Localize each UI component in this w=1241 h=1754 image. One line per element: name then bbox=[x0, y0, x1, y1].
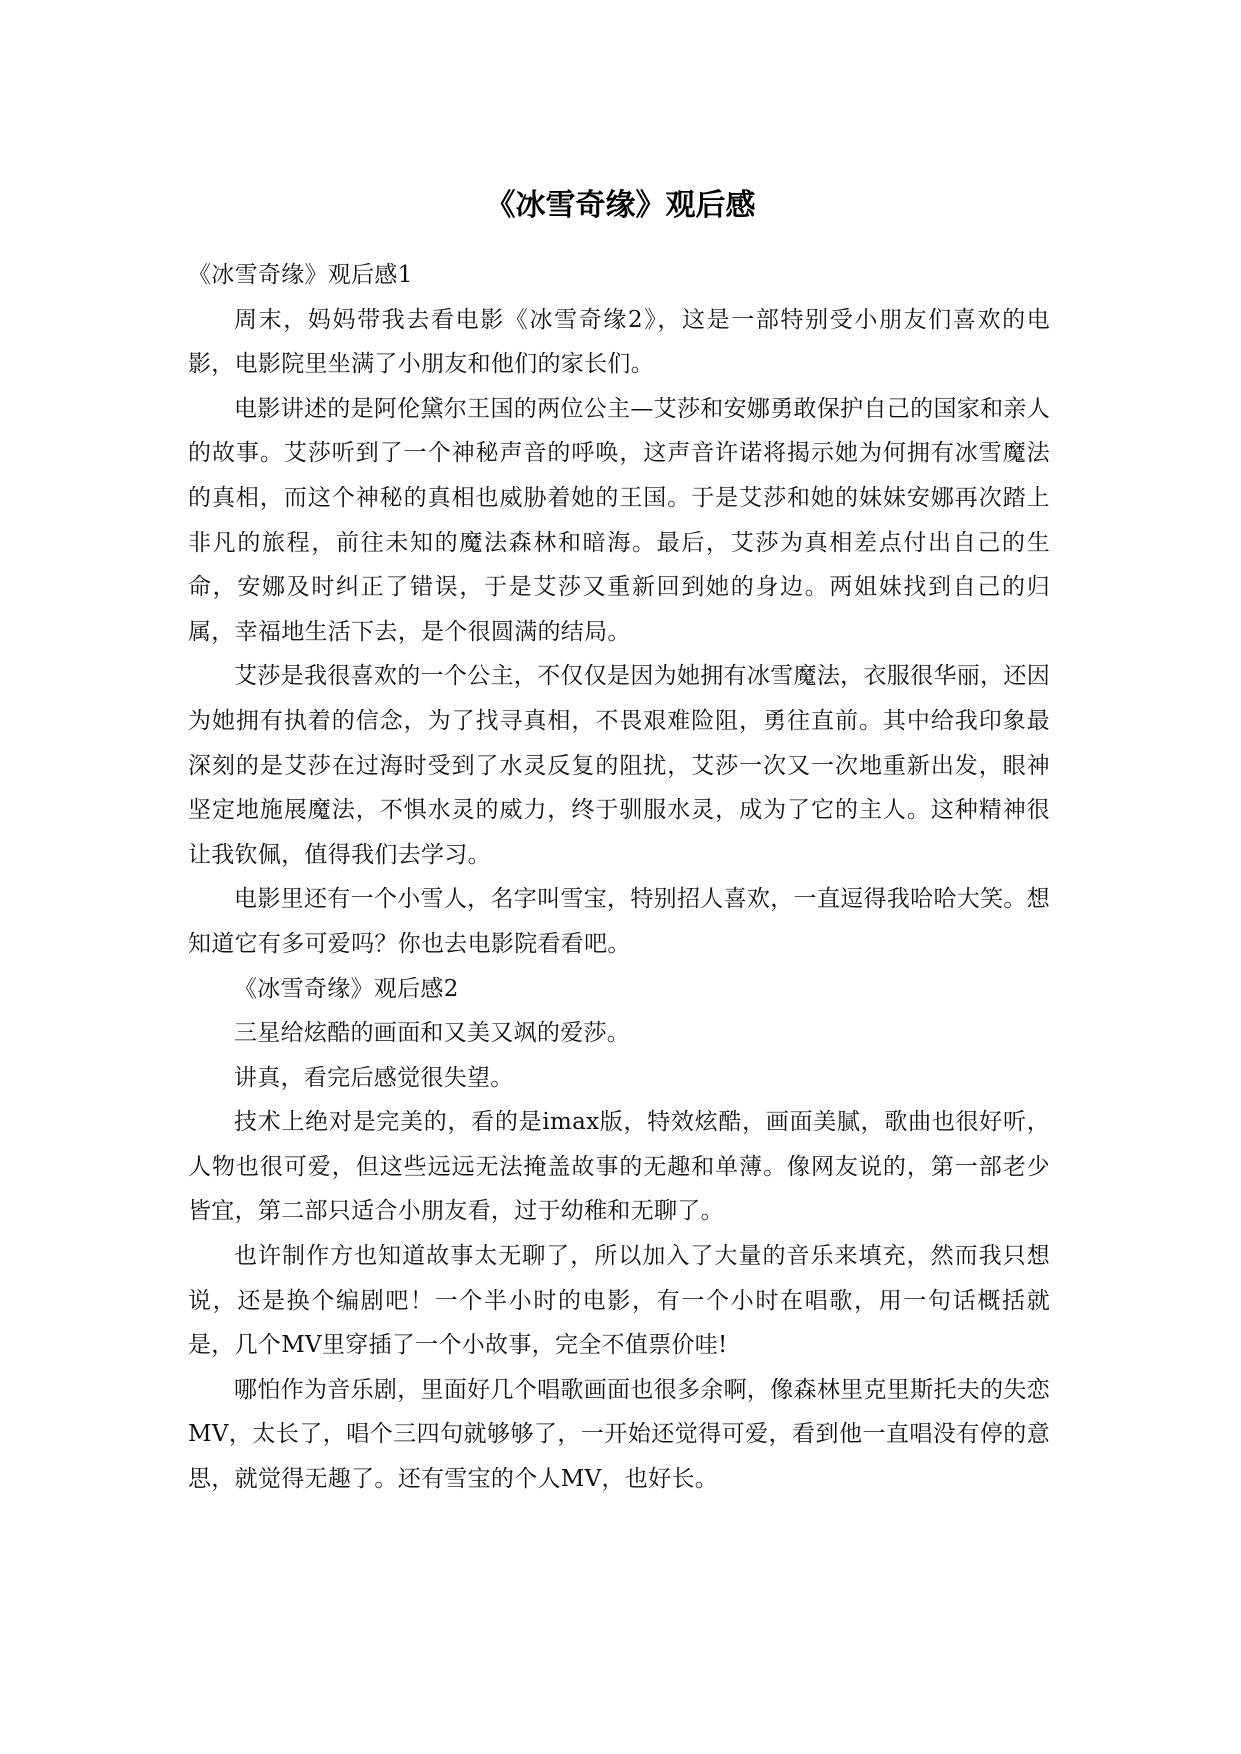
paragraph: 也许制作方也知道故事太无聊了，所以加入了大量的音乐来填充，然而我只想说，还是换个编剧吧！一个半小时的电影，有一个小时在唱歌，用一句话概括就是，几个MV里穿插了一个小故事，完全不值票价哇! bbox=[188, 1243, 1050, 1359]
paragraph: 哪怕作为音乐剧，里面好几个唱歌画面也很多余啊，像森林里克里斯托夫的失恋MV，太长了，唱个三四句就够够了，一开始还觉得可爱，看到他一直唱没有停的意思，就觉得无趣了。还有雪宝的个人MV，也好长。 bbox=[188, 1376, 1050, 1493]
paragraph: 周末，妈妈带我去看电影《冰雪奇缘2》，这是一部特别受小朋友们喜欢的电影，电影院里坐满了小朋友和他们的家长们。 bbox=[188, 306, 1050, 378]
paragraph: 电影讲述的是阿伦黛尔王国的两位公主—艾莎和安娜勇敢保护自己的国家和亲人的故事。艾莎听到了一个神秘声音的呼唤，这声音许诺将揭示她为何拥有冰雪魔法的真相，而这个神秘的真相也威胁着她的王国。于是艾莎和她的妹妹安娜再次踏上非凡的旅程，前往未知的魔法森林和暗海。最后，艾莎为真相差点付出自己的生命，安娜及时纠正了错误，于是艾莎又重新回到她的身边。两姐妹找到自己的归属，幸福地生活下去，是个很圆满的结局。 bbox=[188, 395, 1050, 645]
document-title: 《冰雪奇缘》观后感 bbox=[485, 188, 756, 223]
paragraph: 讲真，看完后感觉很失望。 bbox=[234, 1064, 514, 1091]
section-heading-1: 《冰雪奇缘》观后感1 bbox=[188, 262, 413, 288]
section-heading-2: 《冰雪奇缘》观后感2 bbox=[234, 975, 459, 1002]
document-body bbox=[188, 253, 1050, 1502]
paragraph: 电影里还有一个小雪人，名字叫雪宝，特别招人喜欢，一直逗得我哈哈大笑。想知道它有多可爱吗？你也去电影院看看吧。 bbox=[188, 886, 1050, 957]
paragraph: 技术上绝对是完美的，看的是imax版，特效炫酷，画面美腻，歌曲也很好听，人物也很可爱，但这些远远无法掩盖故事的无趣和单薄。像网友说的，第一部老少皆宜，第二部只适合小朋友看，过于幼稚和无聊了。 bbox=[188, 1109, 1050, 1225]
paragraph: 艾莎是我很喜欢的一个公主，不仅仅是因为她拥有冰雪魔法，衣服很华丽，还因为她拥有执着的信念，为了找寻真相，不畏艰难险阻，勇往直前。其中给我印象最深刻的是艾莎在过海时受到了水灵反复的阻扰，艾莎一次又一次地重新出发，眼神坚定地施展魔法，不惧水灵的威力，终于驯服水灵，成为了它的主人。这种精神很让我钦佩，值得我们去学习。 bbox=[188, 663, 1050, 868]
paragraph: 三星给炫酷的画面和又美又飒的爱莎。 bbox=[234, 1020, 631, 1047]
